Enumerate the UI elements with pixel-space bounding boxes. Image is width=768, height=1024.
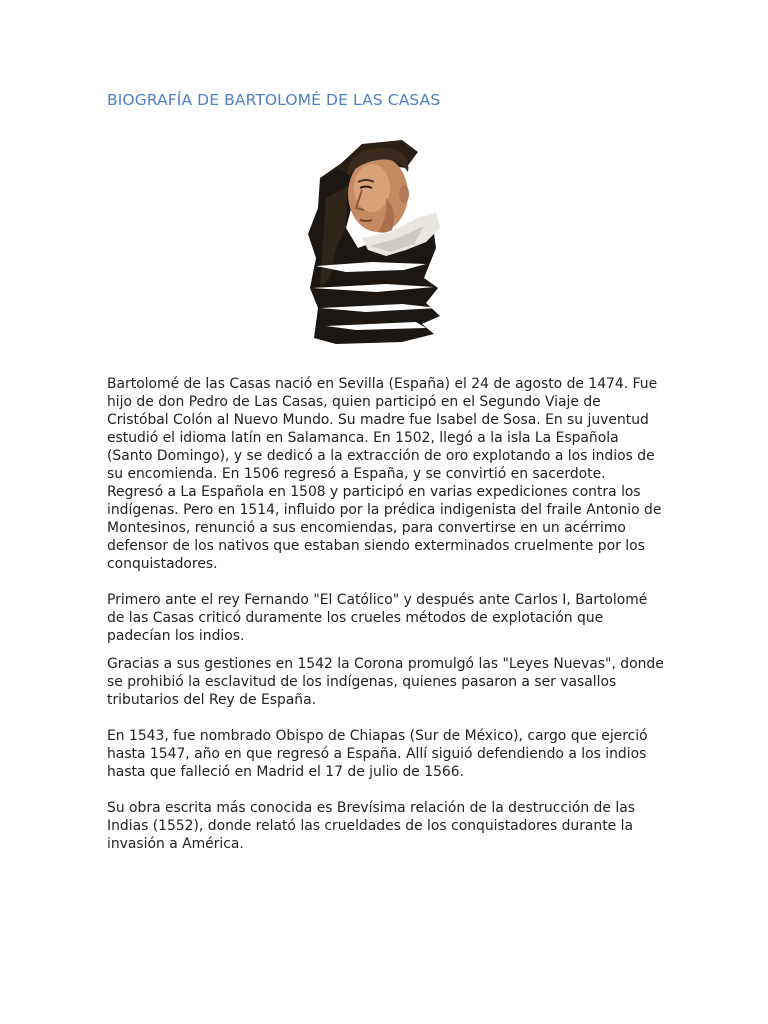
paragraph-criticism: Primero ante el rey Fernando "El Católico" y después ante Carlos I, Bartolomé de las Casas criticó duramente los crueles métodos de explotación que padecían los indios. [107, 592, 648, 644]
paragraph-chiapas: En 1543, fue nombrado Obispo de Chiapas (Sur de México), cargo que ejerció hasta 1547, año en que regresó a España. Allí siguió defendiendo a los indios hasta que falleció en Madrid el 17 de julio de 1566. [107, 728, 648, 780]
paragraph-obra: Su obra escrita más conocida es Brevísima relación de la destrucción de las Indias (1552), donde relató las crueldades de los conquistadores durante la invasión a América. [107, 800, 635, 852]
paragraph-leyes-nuevas: Gracias a sus gestiones en 1542 la Corona promulgó las "Leyes Nuevas", donde se prohibió la esclavitud de los indígenas, quienes pasaron a ser vasallos tributarios del Rey de España. [107, 656, 664, 708]
portrait-mouth [360, 220, 372, 221]
portrait-ear [399, 185, 409, 203]
biography-text [107, 375, 667, 853]
paragraph-birth: Bartolomé de las Casas nació en Sevilla (España) el 24 de agosto de 1474. Fue hijo de don Pedro de Las Casas, quien participó en el Segundo Viaje de Cristóbal Colón al Nuevo Mundo. Su madre fue Isabel de Sosa. En su juventud estudió el idioma latín en Salamanca. En 1502, llegó a la isla La Española (Santo Domingo), y se dedicó a la extracción de oro explotando a los indios de su encomienda. En 1506 regresó a España, y se convirtió en sacerdote. Regresó a La Española en 1508 y participó en varias expediciones contra los indígenas. Pero en 1514, influido por la prédica indigenista del fraile Antonio de Montesinos, renunció a sus encomiendas, para convertirse en un acérrimo defensor de los nativos que estaban siendo exterminados cruelmente por los conquistadores. [107, 376, 662, 572]
portrait-illustration [306, 138, 446, 344]
page-title: BIOGRAFÍA DE BARTOLOMÉ DE LAS CASAS [107, 91, 441, 109]
